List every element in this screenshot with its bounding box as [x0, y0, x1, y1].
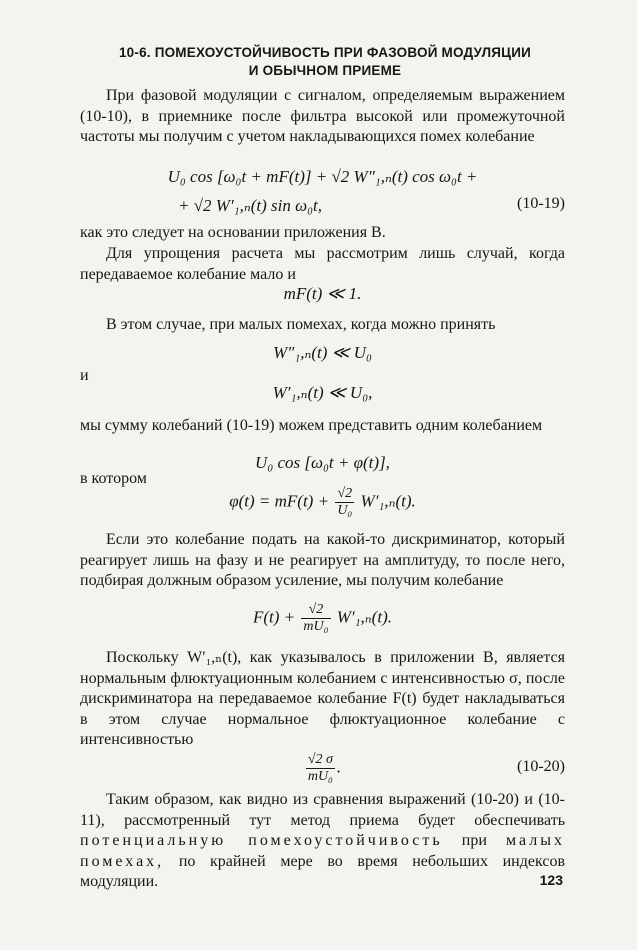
equation-phase	[80, 486, 565, 519]
equation-phase-numerator: √2	[335, 486, 354, 503]
paragraph-reference: как это следует на основании приложения В.	[80, 224, 386, 241]
equation-phase-right: W′₁,ₙ(t).	[360, 491, 416, 511]
conclusion-text-a: Таким образом, как видно из сравнения выражений (10-20) и (10-11), рассмотренный тут метод приема будет обеспечивать	[80, 791, 565, 829]
section-title-line2: И ОБЫЧНОМ ПРИЕМЕ	[248, 63, 402, 78]
conclusion-text-b: при	[461, 832, 487, 849]
equation-10-19-line2: + √2 W′₁,ₙ(t) sin ω₀t,	[177, 196, 322, 215]
equation-output	[80, 602, 565, 635]
page-number: 123	[539, 872, 563, 888]
equation-phase-fraction	[335, 486, 354, 519]
equation-10-20-fraction	[306, 752, 335, 785]
word-in-which: в котором	[80, 470, 147, 487]
paragraph-intro: При фазовой модуляции с сигналом, определяемым выражением (10-10), в приемнике после фильтра высокой или промежуточной частоты мы получим с учетом накладывающихся помех колебание	[80, 87, 565, 145]
equation-output-left: F(t) +	[253, 607, 296, 627]
equation-number-10-20: (10-20)	[517, 758, 565, 775]
equation-small-modulation: mF(t) ≪ 1.	[283, 284, 362, 303]
paragraph-sum: мы сумму колебаний (10-19) можем представить одним колебанием	[80, 417, 543, 434]
paragraph-simplification: Для упрощения расчета мы рассмотрим лишь случай, когда передаваемое колебание мало и	[80, 245, 565, 283]
equation-w-prime: W′₁,ₙ(t) ≪ U₀,	[272, 383, 373, 402]
equation-10-19-line1: U₀ cos [ω₀t + mF(t)] + √2 W″₁,ₙ(t) cos ω₀t +	[167, 167, 478, 186]
conclusion-emphasis-2: малых помехах,	[80, 832, 566, 870]
equation-w-double-prime: W″₁,ₙ(t) ≪ U₀	[273, 343, 372, 362]
equation-output-numerator: √2	[301, 602, 330, 619]
paragraph-conclusion	[80, 790, 565, 893]
equation-number-10-19: (10-19)	[517, 195, 565, 212]
paragraph-discriminator: Если это колебание подать на какой-то дискриминатор, который реагирует лишь на фазу и не реагирует на амплитуду, то после него, подбирая должным образом усиление, мы получим колебание	[80, 531, 565, 589]
equation-10-20-tail: .	[336, 757, 342, 777]
equation-10-20-numerator: √2 σ	[307, 752, 333, 767]
section-title-line1: 10-6. ПОМЕХОУСТОЙЧИВОСТЬ ПРИ ФАЗОВОЙ МОДУЛЯЦИИ	[118, 45, 532, 60]
equation-output-right: W′₁,ₙ(t).	[336, 607, 392, 627]
equation-10-20-denominator: mU₀	[307, 769, 333, 784]
section-title	[60, 44, 590, 80]
equation-single-oscillation: U₀ cos [ω₀t + φ(t)],	[255, 453, 390, 472]
conclusion-emphasis-1: потенциальную помехоустойчивость	[80, 832, 443, 849]
equation-output-denominator: mU₀	[303, 619, 329, 634]
paragraph-small-noise: В этом случае, при малых помехах, когда можно принять	[106, 316, 496, 333]
equation-10-20	[80, 752, 565, 785]
paragraph-fluctuation: Поскольку W′₁,ₙ(t), как указывалось в приложении В, является нормальным флюктуационным колебанием с интенсивностью σ, после дискриминатора на передаваемое колебание F(t) будет накладываться в этом случае нормальное флюктуационное колебание с интенсивностью	[80, 649, 565, 748]
equation-phase-denominator: U₀	[337, 503, 353, 518]
equation-output-fraction	[301, 602, 330, 635]
word-and: и	[80, 367, 89, 384]
conclusion-text-c: по крайней мере во время небольших индексов модуляции.	[80, 852, 566, 890]
equation-phase-left: φ(t) = mF(t) +	[229, 491, 330, 511]
